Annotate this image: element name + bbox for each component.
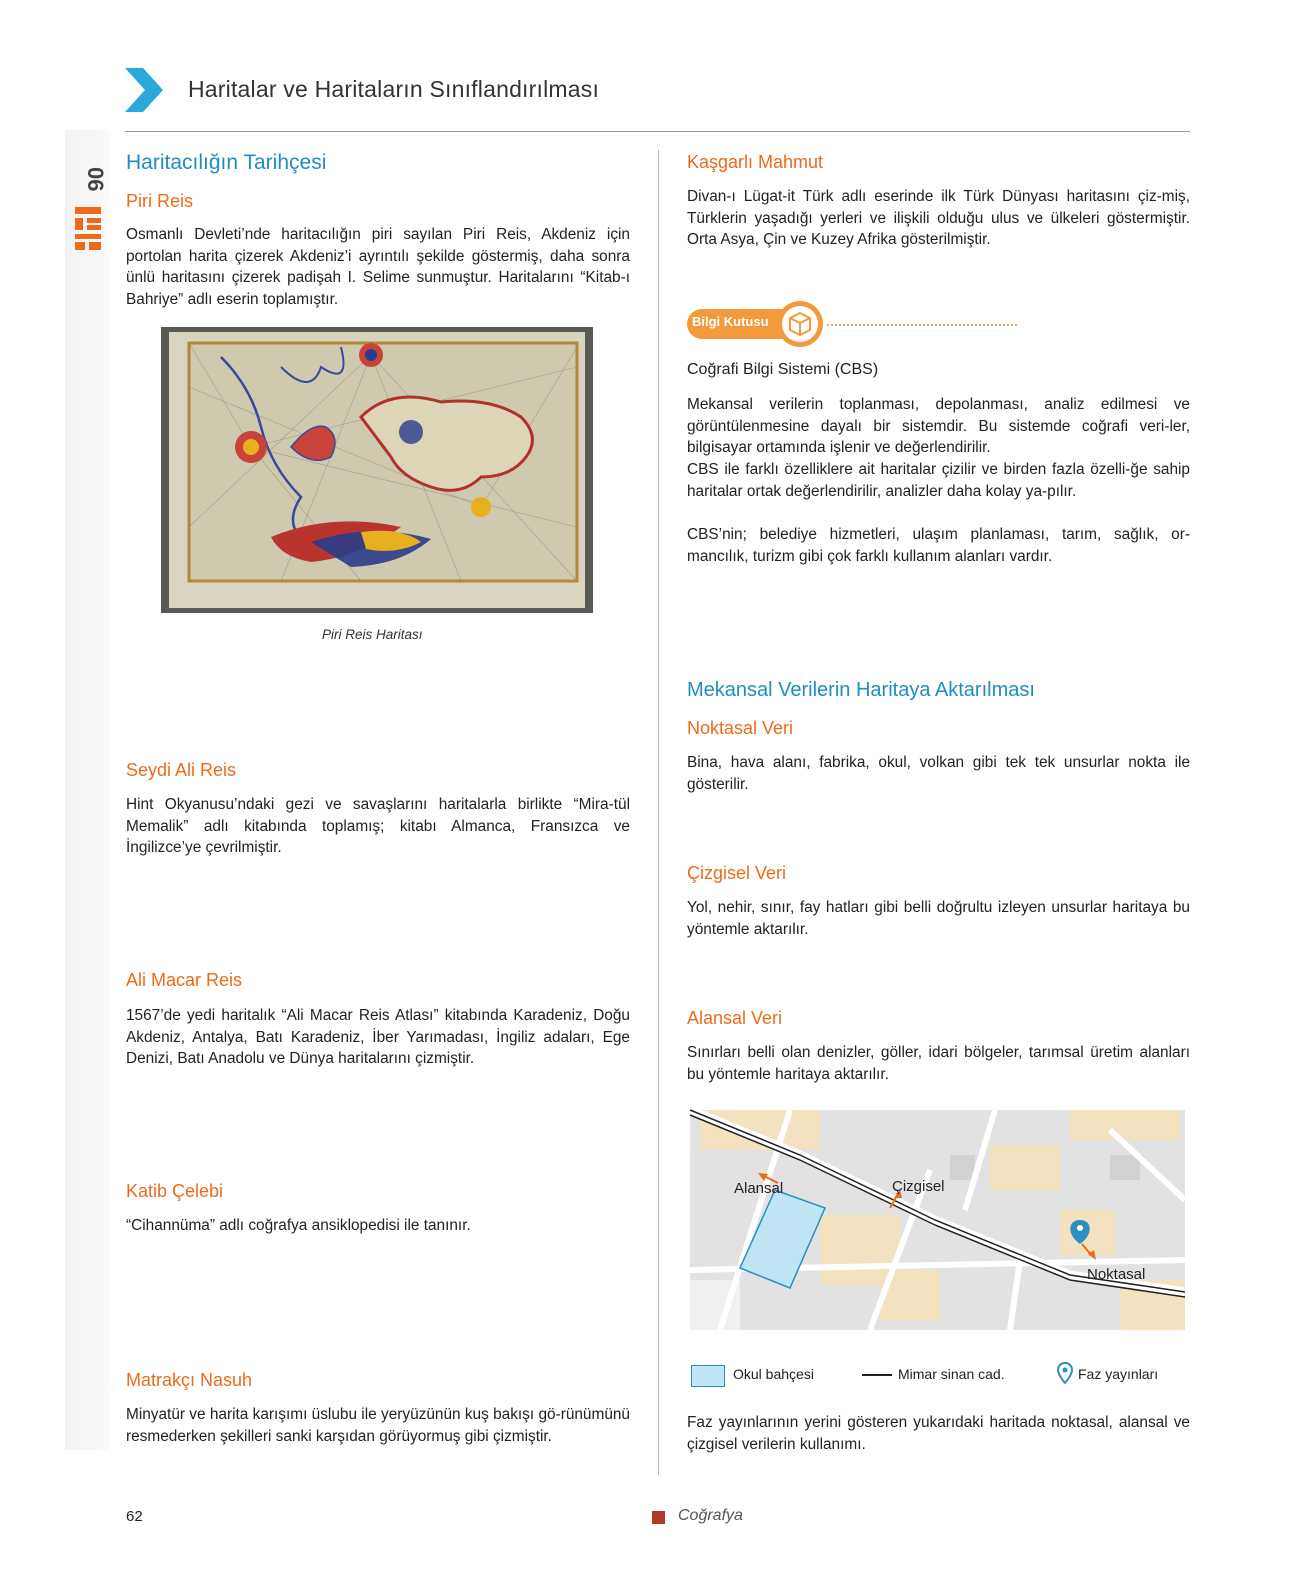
heading-noktasal-veri: Noktasal Veri xyxy=(687,718,794,738)
page-header-title: Haritalar ve Haritaların Sınıflandırılması xyxy=(188,76,600,102)
map-label-noktasal: Noktasal xyxy=(1087,1266,1146,1283)
heading-piri-reis: Piri Reis xyxy=(126,191,194,211)
page-number: 62 xyxy=(126,1508,143,1525)
text-katib-celebi: “Cihannüma” adlı coğrafya ansiklopedisi ile tanınır. xyxy=(126,1217,471,1234)
text-closing: Faz yayınlarının yerini gösteren yukarıdaki haritada noktasal, alansal ve çizgisel verilerin kullanımı. xyxy=(687,1414,1190,1453)
text-piri-reis: Osmanlı Devleti’nde haritacılığın piri sayılan Piri Reis, Akdeniz için portolan harita çizerek Akdeniz’i ayrıntılı şekilde göstermiş, daha sonra ünlü haritasını çizerek padişah I. Selime sunmuştur. Haritalarını “Kitab-ı Bahriye” adlı eserin toplamıştır. xyxy=(126,226,630,308)
cbs-title: Coğrafi Bilgi Sistemi (CBS) xyxy=(687,361,879,378)
footer-square-icon xyxy=(652,1511,665,1524)
caption-piri-reis: Piri Reis Haritası xyxy=(322,627,423,642)
map-label-alansal: Alansal xyxy=(734,1180,784,1197)
text-cizgisel-veri: Yol, nehir, sınır, fay hatları gibi belli doğrultu izleyen unsurlar haritaya bu yöntemle aktarılır. xyxy=(687,899,1190,938)
cbs-paragraph-1: Mekansal verilerin toplanması, depolanması, analiz edilmesi ve görüntülenmesine dayalı bir sistemdir. Bu sistemde coğrafi veri-ler, bilgisayar ortamında işlenir ve değerlendirilir. xyxy=(687,396,1190,456)
legend-mimar-sinan: Mimar sinan cad. xyxy=(898,1366,1005,1382)
heading-katib-celebi: Katib Çelebi xyxy=(126,1181,224,1201)
faz-number: 06 xyxy=(83,167,108,192)
cbs-paragraph-2: CBS ile farklı özelliklere ait haritalar çizilir ve birden fazla özelli-ğe sahip haritalar ortak değerlendirilir, analizler daha kolay ya-pılır. xyxy=(687,461,1190,500)
text-alansal-veri: Sınırları belli olan denizler, göller, idari bölgeler, tarımsal üretim alanları bu yöntemle haritaya aktarılır. xyxy=(687,1044,1190,1083)
heading-seydi-ali-reis: Seydi Ali Reis xyxy=(126,760,237,780)
map-label-cizgisel: Çizgisel xyxy=(892,1178,945,1195)
bilgi-kutusu-label: Bilgi Kutusu xyxy=(692,314,769,329)
legend-faz-yayinlari: Faz yayınları xyxy=(1078,1366,1159,1382)
header-divider xyxy=(125,131,1190,132)
legend-okul-bahcesi: Okul bahçesi xyxy=(733,1366,814,1382)
heading-matrakci-nasuh: Matrakçı Nasuh xyxy=(126,1370,253,1390)
column-divider xyxy=(658,150,659,1475)
cbs-paragraph-3: CBS’nin; belediye hizmetleri, ulaşım planlaması, tarım, sağlık, or-mancılık, turizm gibi çok farklı kullanım alanları vardır. xyxy=(687,526,1190,565)
street-map-image xyxy=(690,1110,1185,1330)
legend-area-swatch xyxy=(691,1365,725,1387)
text-seydi-ali-reis: Hint Okyanusu’ndaki gezi ve savaşlarını haritalarla birlikte “Mira-tül Memalik” adlı kitabında toplamış; kitabı Almanca, Fransızca ve İngilizce’ye çevrilmiştir. xyxy=(126,796,630,856)
heading-kasgarli-mahmut: Kaşgarlı Mahmut xyxy=(687,152,824,172)
chevron-icon xyxy=(125,68,163,112)
text-ali-macar-reis: 1567’de yedi haritalık “Ali Macar Reis Atlası” kitabında Karadeniz, Doğu Akdeniz, Antalya, Batı Karadeniz, İber Yarımadası, İngiliz adaları, Ege Denizi, Batı Anadolu ve Dünya haritalarını çizmiştir. xyxy=(126,1007,630,1067)
text-noktasal-veri: Bina, hava alanı, fabrika, okul, volkan gibi tek tek unsurlar nokta ile gösterilir. xyxy=(687,754,1190,793)
footer-subject: Coğrafya xyxy=(678,1507,743,1524)
text-matrakci-nasuh: Minyatür ve harita karışımı üslubu ile yeryüzünün kuş bakışı gö-rünümünü resmederken şekilleri sanki karşıdan görüyormuş gibi çizmiştir. xyxy=(126,1406,630,1445)
bilgi-dotted-line xyxy=(827,324,1017,326)
heading-alansal-veri: Alansal Veri xyxy=(687,1008,783,1028)
faz-badge xyxy=(73,152,108,252)
heading-ali-macar-reis: Ali Macar Reis xyxy=(126,970,243,990)
map-pin-icon xyxy=(1057,1362,1073,1384)
legend-line-swatch xyxy=(862,1374,892,1376)
side-strip xyxy=(65,130,109,1450)
heading-cizgisel-veri: Çizgisel Veri xyxy=(687,863,787,883)
text-kasgarli-mahmut: Divan-ı Lügat-it Türk adlı eserinde ilk Türk Dünyası haritasını çiz-miş, Türklerin yaşadığı yerleri ve ilişkili olduğu ulus ve ülkeleri göstermiştir. Orta Asya, Çin ve Kuzey Afrika gösterilmiştir. xyxy=(687,188,1190,248)
piri-reis-map-image xyxy=(161,327,593,613)
section-title-mekansal: Mekansal Verilerin Haritaya Aktarılması xyxy=(687,679,1035,701)
section-title-tarihce: Haritacılığın Tarihçesi xyxy=(126,151,327,174)
